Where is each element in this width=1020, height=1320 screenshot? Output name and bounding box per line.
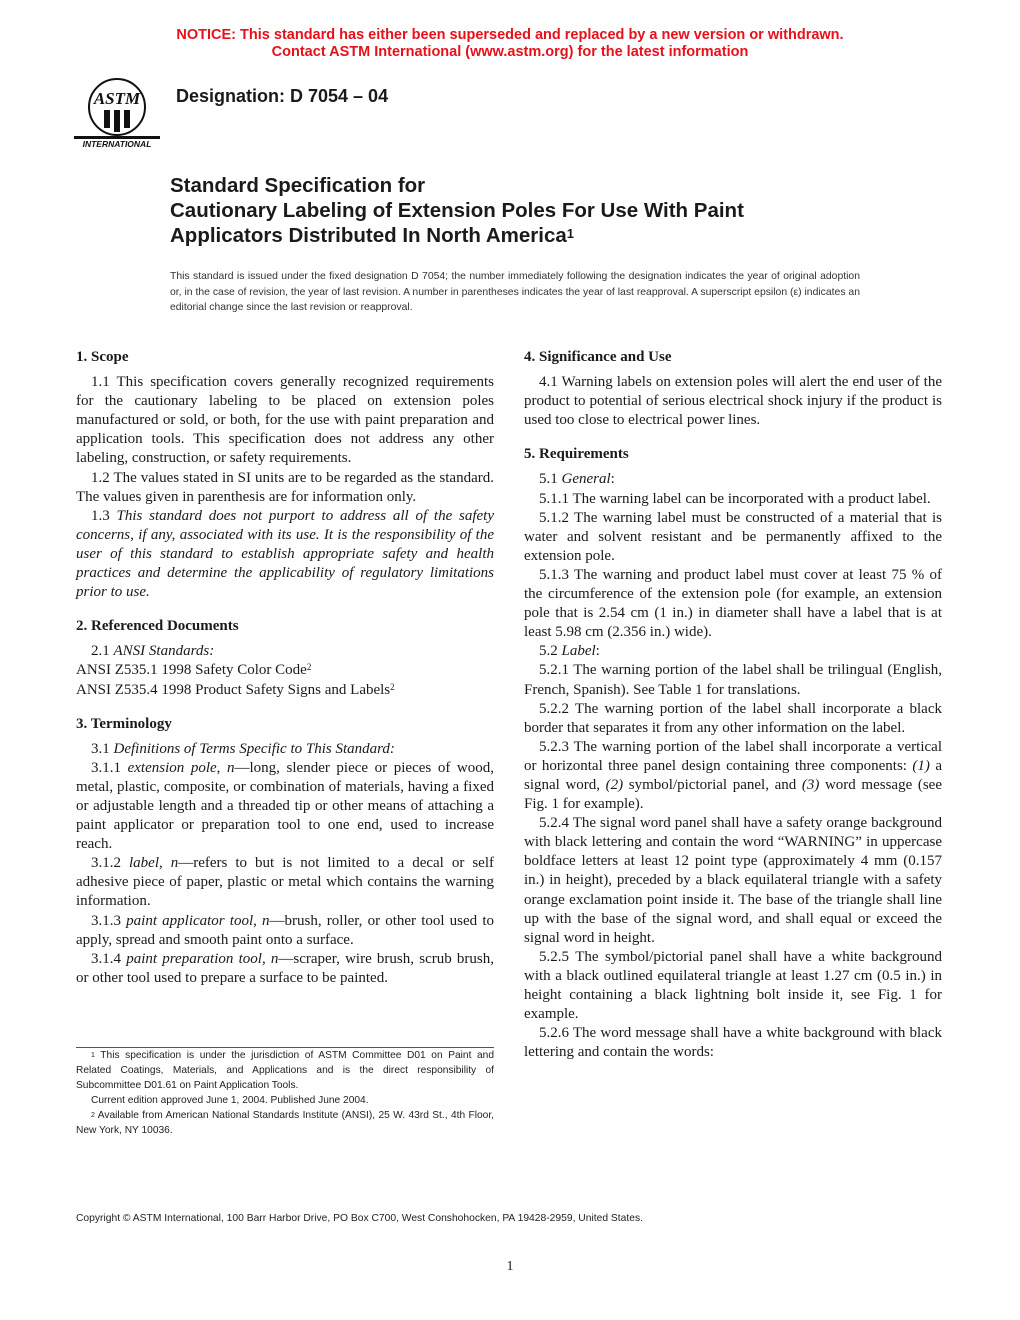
- title-line-3: Applicators Distributed In North America: [170, 224, 567, 247]
- para-5-1: 5.1 General:: [539, 471, 615, 488]
- definition-3-1-4: 3.1.4 paint preparation tool, n—scraper, wire brush, scrub brush, or other tool used to prepare a surface to be painted.: [76, 950, 495, 986]
- para-5-1-1: 5.1.1 The warning label can be incorporated with a product label.: [539, 490, 931, 507]
- para-1-2: 1.2 The values stated in SI units are to be regarded as the standard. The values given in parenthesis are for information only.: [76, 469, 494, 505]
- para-1-3: 1.3 This standard does not purport to address all of the safety concerns, if any, associated with its use. It is the responsibility of the user of this standard to establish appropriate safety and health practices and determine the applicability of regulatory limitations prior to use.: [76, 507, 495, 601]
- notice-line-2: Contact ASTM International (www.astm.org) for the latest information: [271, 44, 749, 60]
- designation: Designation: D 7054 – 04: [176, 86, 389, 106]
- footnote-2: $^2$ Available from American National Standards Institute (ANSI), 25 W. 43rd St., 4th Floor, New York, NY 10036.: [76, 1110, 494, 1136]
- logo-subtitle: INTERNATIONAL: [82, 139, 152, 149]
- para-2-1: 2.1 ANSI Standards:: [91, 643, 215, 660]
- para-4-1: 4.1 Warning labels on extension poles will alert the end user of the product to potential of serious electrical shock injury if the product is used too close to electrical power lines.: [524, 374, 942, 429]
- para-1-1: 1.1 This specification covers generally recognized requirements for the cautionary labeling to be placed on extension poles manufactured or sold, or both, for the use with paint preparation and application tools. This specification does not address any other labeling, construction, or safety requirements.: [76, 374, 494, 467]
- document-title: [170, 173, 890, 248]
- para-5-2-6: 5.2.6 The word message shall have a white background with black lettering and contain the words:: [524, 1025, 942, 1061]
- reference-2: ANSI Z535.4 1998 Product Safety Signs and Labels$^2$: [76, 681, 395, 698]
- para-5-1-3: 5.1.3 The warning and product label must cover at least 75 % of the circumference of the extension pole (for example, an extension pole that is 2.54 cm (1 in.) in diameter shall have a label that is at least 5.98 cm (2.356 in.) wide).: [524, 566, 942, 641]
- terminology-heading: 3. Terminology: [76, 715, 172, 732]
- para-5-2-5: 5.2.5 The symbol/pictorial panel shall have a white background with a black outlined equilateral triangle at least 1.27 cm (0.5 in.) in height containing a black lightning bolt inside it, see Fig. 1 for example.: [524, 948, 942, 1023]
- reference-1: ANSI Z535.1 1998 Safety Color Code$^2$: [76, 662, 312, 679]
- astm-logo: [70, 72, 165, 150]
- logo-text: ASTM: [93, 89, 141, 108]
- definition-3-1-1: 3.1.1 extension pole, n—long, slender piece or pieces of wood, metal, plastic, composite, or combination of materials, having a fixed or adjustable length and a threaded tip or other means of attaching a paint applicator or preparation tool to one end, used to increase reach.: [76, 759, 494, 853]
- right-column: [524, 346, 942, 1062]
- para-5-2-1: 5.2.1 The warning portion of the label shall be trilingual (English, French, Spanish). See Table 1 for translations.: [524, 662, 942, 698]
- definition-3-1-3: 3.1.3 paint applicator tool, n—brush, roller, or other tool used to apply, spread and smooth paint onto a surface.: [76, 912, 495, 948]
- referenced-heading: 2. Referenced Documents: [76, 618, 239, 635]
- title-footnote-mark: 1: [566, 226, 575, 241]
- left-column: [76, 346, 494, 988]
- para-5-2-3: 5.2.3 The warning portion of the label shall incorporate a vertical or horizontal three panel design containing three components: (1) a signal word, (2) symbol/pictorial panel, and (3) word message (see Fig. 1 for example).: [524, 738, 942, 813]
- para-3-1: 3.1 Definitions of Terms Specific to This Standard:: [91, 740, 395, 757]
- significance-heading: 4. Significance and Use: [524, 349, 672, 365]
- footnote-1: $^1$ This specification is under the jurisdiction of ASTM Committee D01 on Paint and Related Coatings, Materials, and Applications and is the direct responsibility of Subcommittee D01.61 on Paint Application Tools.: [76, 1050, 494, 1091]
- notice-line-1: NOTICE: This standard has either been superseded and replaced by a new version or withdrawn.: [176, 27, 844, 43]
- para-5-2-2: 5.2.2 The warning portion of the label shall incorporate a black border that separates it from any other information on the label.: [524, 700, 942, 736]
- title-line-1: Standard Specification for: [170, 174, 426, 197]
- scope-heading: 1. Scope: [76, 349, 129, 365]
- copyright: Copyright © ASTM International, 100 Barr Harbor Drive, PO Box C700, West Conshohocken, PA 19428-2959, United States.: [76, 1213, 643, 1224]
- page-number: 1: [506, 1259, 514, 1274]
- footnote-1-current-edition: Current edition approved June 1, 2004. Published June 2004.: [91, 1095, 369, 1106]
- definition-3-1-2: 3.1.2 label, n—refers to but is not limited to a decal or self adhesive piece of paper, plastic or metal which contains the warning information.: [76, 855, 494, 910]
- para-5-2-4: 5.2.4 The signal word panel shall have a safety orange background with black lettering and contain the word “WARNING” in uppercase boldface letters at least 12 point type (approximately 4 mm (0.157 in.) in height), preceded by a black equilateral triangle with a safety orange exclamation point inside it. The base of the triangle shall line up with the base of the signal word, and shall equal or exceed the signal word in height.: [524, 815, 942, 946]
- para-5-2: 5.2 Label:: [539, 643, 600, 660]
- withdrawal-notice: [0, 27, 1020, 61]
- preamble: This standard is issued under the fixed designation D 7054; the number immediately following the designation indicates the year of original adoption or, in the case of revision, the year of last revision. A number in parentheses indicates the year of last reapproval. A superscript epsilon (ε) indicates an editorial change since the last revision or reapproval.: [170, 271, 860, 313]
- footnotes: [76, 1047, 494, 1138]
- title-line-2: Cautionary Labeling of Extension Poles For Use With Paint: [170, 199, 744, 222]
- para-5-1-2: 5.1.2 The warning label must be constructed of a material that is water and solvent resistant and be permanently affixed to the extension pole.: [524, 509, 942, 564]
- requirements-heading: 5. Requirements: [524, 446, 629, 463]
